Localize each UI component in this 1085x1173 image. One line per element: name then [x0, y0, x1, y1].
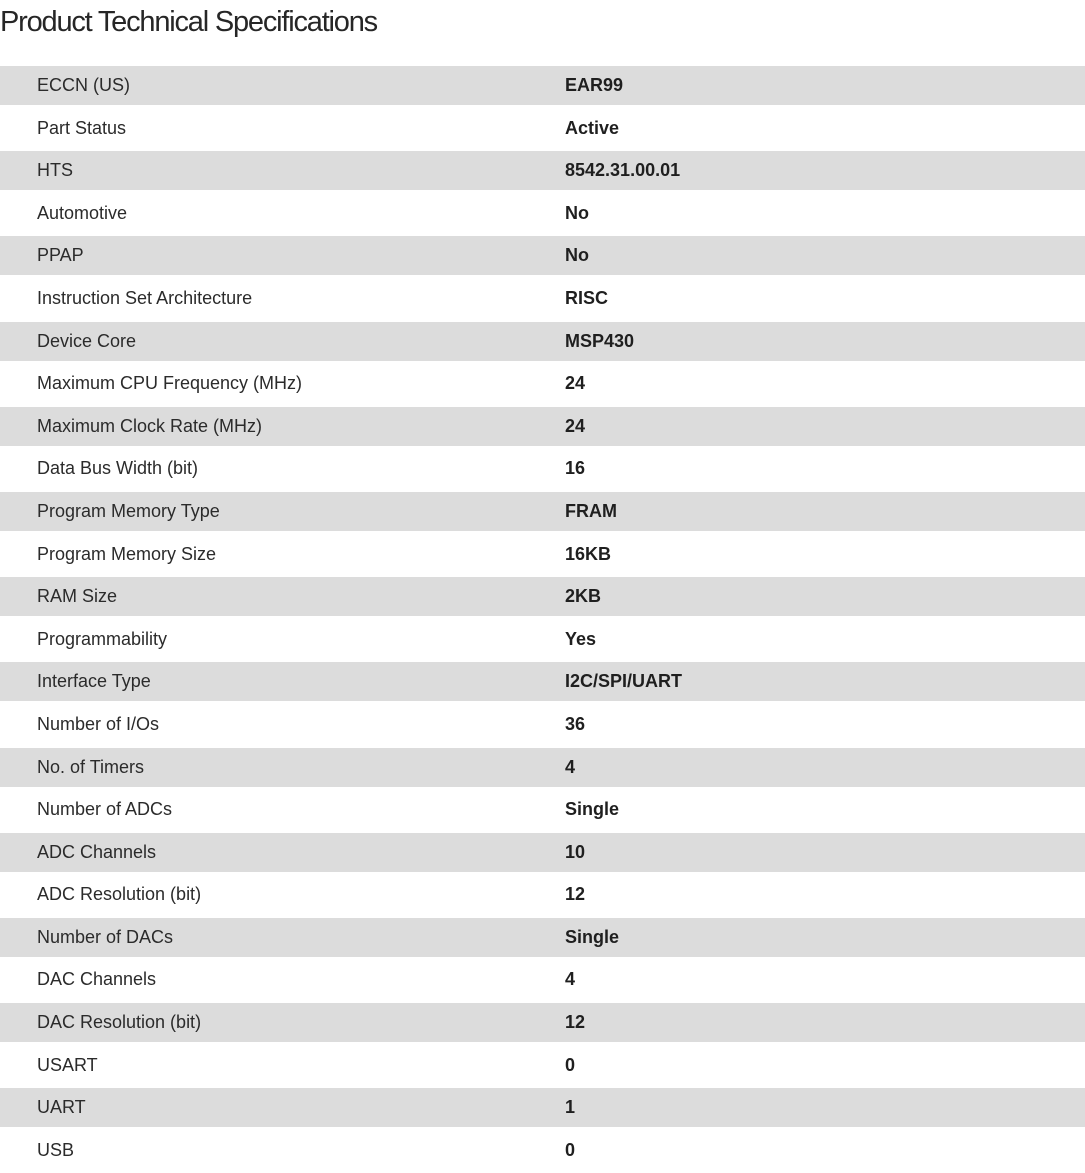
spec-label: USART: [37, 1054, 98, 1075]
spec-row: [0, 236, 1085, 275]
spec-row: [0, 1127, 1085, 1173]
spec-row: [0, 833, 1085, 872]
spec-value: 16: [565, 458, 586, 479]
spec-value: 8542.31.00.01: [565, 160, 681, 181]
spec-value: FRAM: [565, 500, 617, 521]
spec-row: [0, 701, 1085, 747]
spec-value: RISC: [565, 287, 609, 308]
spec-label: Part Status: [37, 117, 127, 138]
spec-label: Number of ADCs: [37, 799, 173, 820]
spec-row: [0, 577, 1085, 616]
spec-value: 10: [565, 841, 586, 862]
spec-value: MSP430: [565, 330, 635, 351]
spec-label: USB: [37, 1139, 75, 1160]
spec-value: 16KB: [565, 543, 612, 564]
spec-row: [0, 957, 1085, 1003]
spec-row: [0, 748, 1085, 787]
spec-row: [0, 662, 1085, 701]
spec-row: [0, 361, 1085, 407]
spec-value: I2C/SPI/UART: [565, 671, 683, 692]
spec-label: ECCN (US): [37, 75, 130, 95]
spec-row: [0, 1042, 1085, 1088]
spec-label: Programmability: [37, 628, 168, 649]
spec-value: 12: [565, 884, 586, 905]
spec-label: RAM Size: [37, 586, 118, 607]
spec-row: [0, 918, 1085, 957]
spec-label: Instruction Set Architecture: [37, 287, 253, 308]
spec-value: 12: [565, 1012, 586, 1033]
spec-value: 24: [565, 415, 586, 436]
spec-value: Active: [565, 117, 620, 138]
spec-row: [0, 492, 1085, 531]
spec-value: 24: [565, 373, 586, 394]
spec-row: [0, 616, 1085, 662]
spec-value: 36: [565, 713, 586, 734]
spec-value: Single: [565, 926, 620, 947]
spec-label: Maximum CPU Frequency (MHz): [37, 373, 303, 394]
spec-label: ADC Channels: [37, 841, 157, 862]
spec-row: [0, 531, 1085, 577]
spec-row: [0, 1088, 1085, 1127]
spec-value: 2KB: [565, 586, 602, 607]
spec-value: EAR99: [565, 75, 624, 95]
spec-value: 4: [565, 969, 576, 990]
spec-label: Maximum Clock Rate (MHz): [37, 415, 263, 436]
spec-value: 1: [565, 1097, 576, 1118]
spec-label: ADC Resolution (bit): [37, 884, 202, 905]
spec-row: [0, 66, 1085, 105]
spec-row: [0, 190, 1085, 236]
spec-value: No: [565, 202, 589, 223]
spec-label: HTS: [37, 160, 73, 181]
spec-label: Program Memory Size: [37, 543, 217, 564]
spec-row: [0, 872, 1085, 918]
spec-label: Automotive: [37, 202, 128, 223]
spec-row: [0, 151, 1085, 190]
spec-value: 4: [565, 756, 576, 777]
spec-table: [0, 66, 1085, 1173]
spec-label: Data Bus Width (bit): [37, 458, 199, 479]
spec-row: [0, 1003, 1085, 1042]
spec-row: [0, 446, 1085, 492]
spec-label: Device Core: [37, 330, 137, 351]
spec-row: [0, 275, 1085, 321]
spec-label: Number of I/Os: [37, 713, 160, 734]
spec-value: 0: [565, 1139, 576, 1160]
spec-label: UART: [37, 1097, 86, 1118]
spec-row: [0, 105, 1085, 151]
spec-label: PPAP: [37, 245, 84, 266]
spec-row: [0, 787, 1085, 833]
spec-value: Single: [565, 799, 620, 820]
spec-row: [0, 322, 1085, 361]
spec-label: DAC Channels: [37, 969, 157, 990]
spec-label: DAC Resolution (bit): [37, 1012, 202, 1033]
spec-label: Number of DACs: [37, 926, 174, 947]
spec-row: [0, 407, 1085, 446]
spec-value: 0: [565, 1054, 576, 1075]
spec-value: No: [565, 245, 589, 266]
spec-label: Program Memory Type: [37, 500, 220, 521]
spec-value: Yes: [565, 628, 597, 649]
spec-label: Interface Type: [37, 671, 151, 692]
page-title: Product Technical Specifications: [0, 6, 377, 38]
spec-label: No. of Timers: [37, 756, 145, 777]
